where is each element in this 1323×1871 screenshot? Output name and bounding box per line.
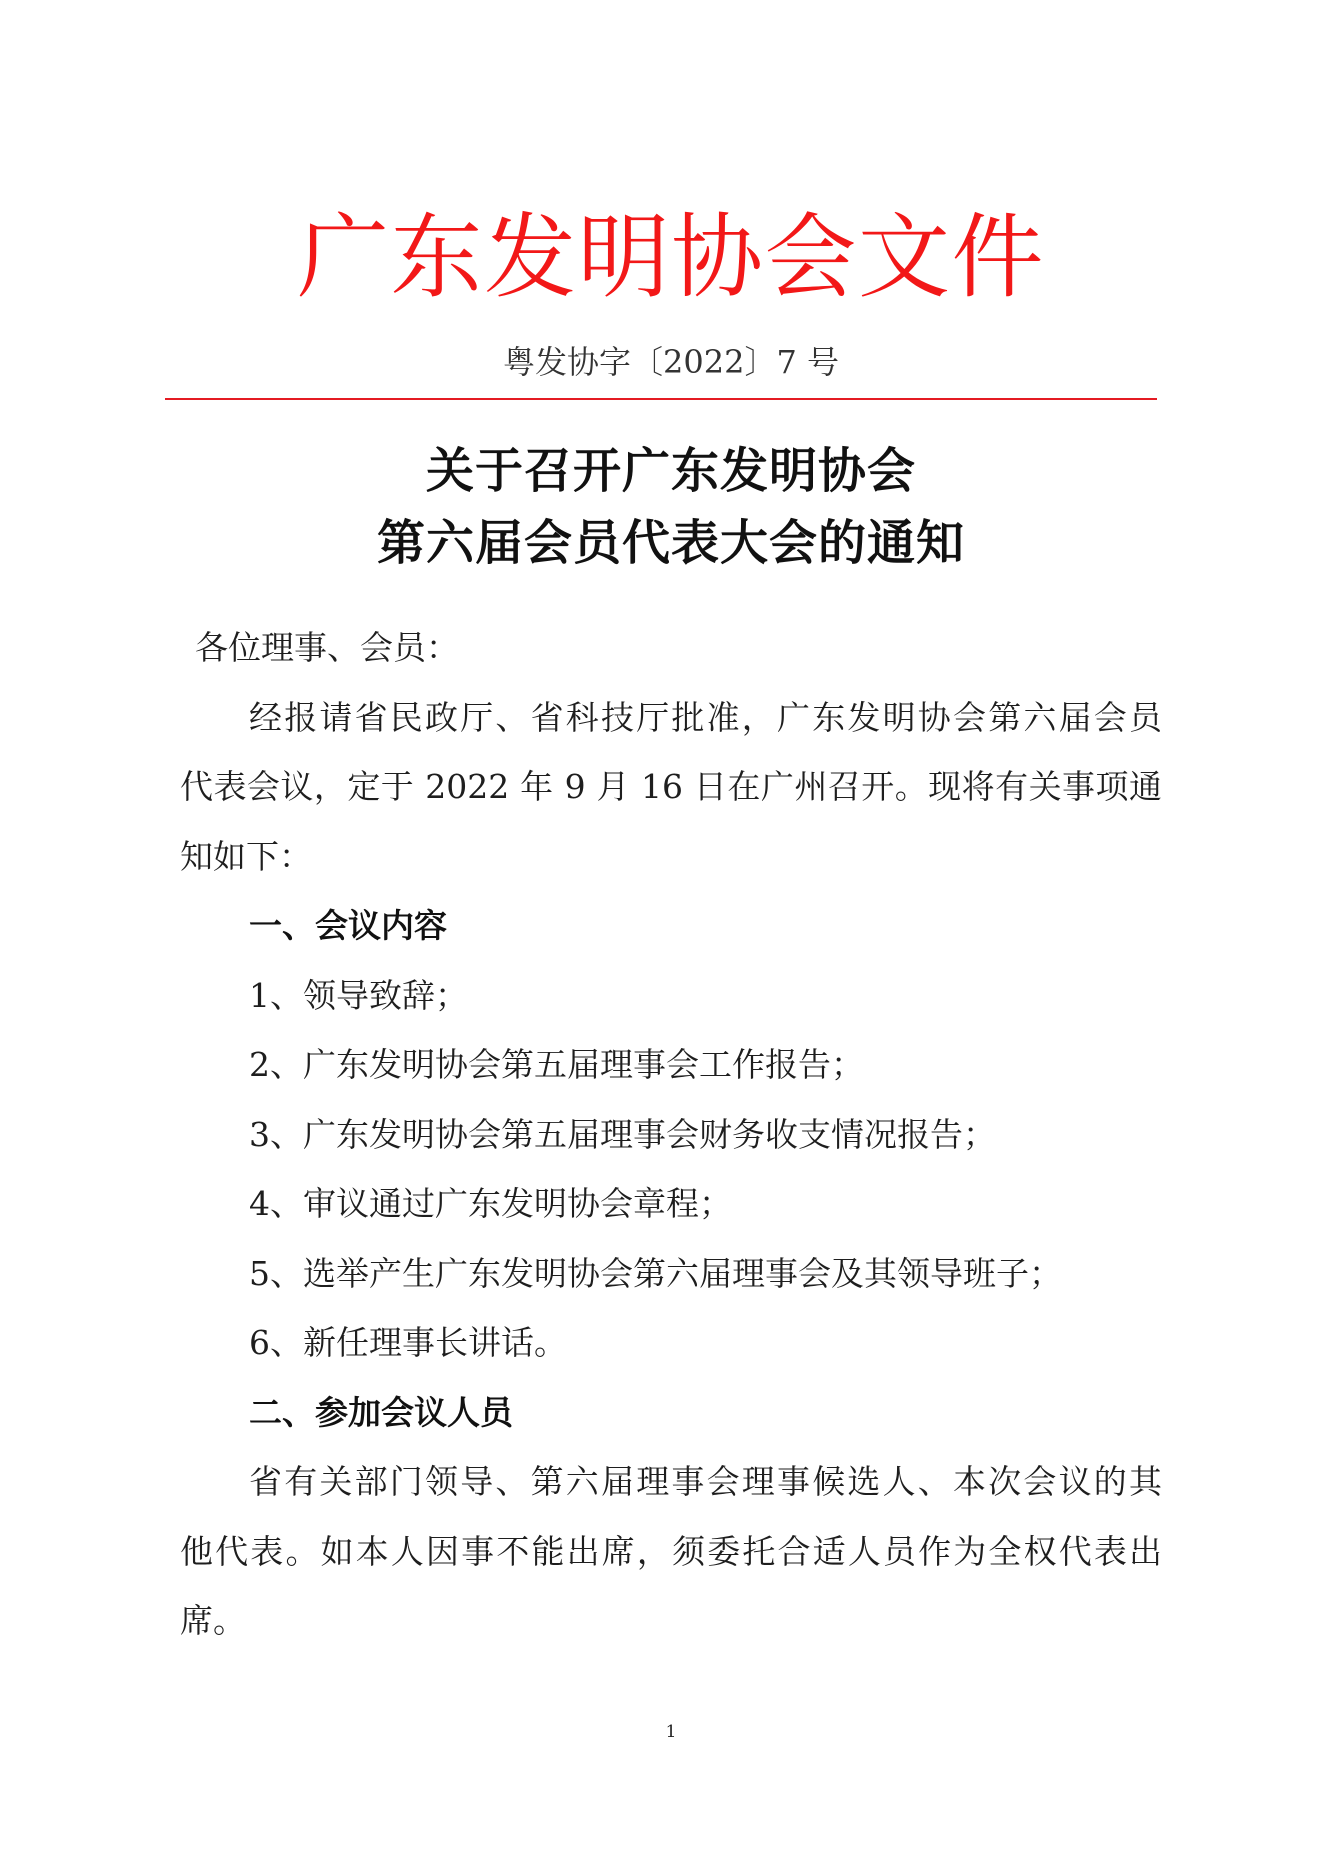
section-meeting-content <box>180 891 1162 1378</box>
attendees-paragraph-line: 席。 <box>180 1601 246 1640</box>
section-heading-attendees: 二、参加会议人员 <box>249 1392 513 1432</box>
header-red-rule <box>165 398 1157 400</box>
agenda-item: 3、广东发明协会第五届理事会财务收支情况报告； <box>249 1114 996 1154</box>
document-number: 粤发协字〔2022〕7 号 <box>503 343 839 381</box>
attendees-paragraph-line: 他代表。如本人因事不能出席，须委托合适人员作为全权代表出 <box>180 1531 1162 1571</box>
intro-paragraph-line: 代表会议，定于 2022 年 9 月 16 日在广州召开。现将有关事项通 <box>180 767 1162 806</box>
intro-paragraph <box>180 683 1162 892</box>
intro-paragraph-line: 知如下： <box>180 836 312 876</box>
notice-title <box>180 435 1162 579</box>
agenda-item: 4、审议通过广东发明协会章程； <box>249 1184 732 1223</box>
page-number: 1 <box>665 1722 677 1742</box>
document-header-title: 广东发明协会文件 <box>296 204 1045 311</box>
agenda-item: 2、广东发明协会第五届理事会工作报告； <box>249 1045 864 1084</box>
notice-title-line-2: 第六届会员代表大会的通知 <box>376 515 965 571</box>
document-body <box>180 613 1162 1656</box>
section-heading-meeting-content: 一、会议内容 <box>249 906 447 945</box>
section-attendees <box>180 1378 1162 1656</box>
salutation: 各位理事、会员： <box>195 628 459 667</box>
agenda-item: 5、选举产生广东发明协会第六届理事会及其领导班子； <box>249 1253 1062 1293</box>
agenda-item: 1、领导致辞； <box>249 975 468 1015</box>
attendees-paragraph-line: 省有关部门领导、第六届理事会理事候选人、本次会议的其 <box>249 1462 1162 1501</box>
intro-paragraph-line: 经报请省民政厅、省科技厅批准，广东发明协会第六届会员 <box>249 697 1162 737</box>
notice-title-line-1: 关于召开广东发明协会 <box>425 443 916 499</box>
agenda-item: 6、新任理事长讲话。 <box>249 1323 567 1362</box>
